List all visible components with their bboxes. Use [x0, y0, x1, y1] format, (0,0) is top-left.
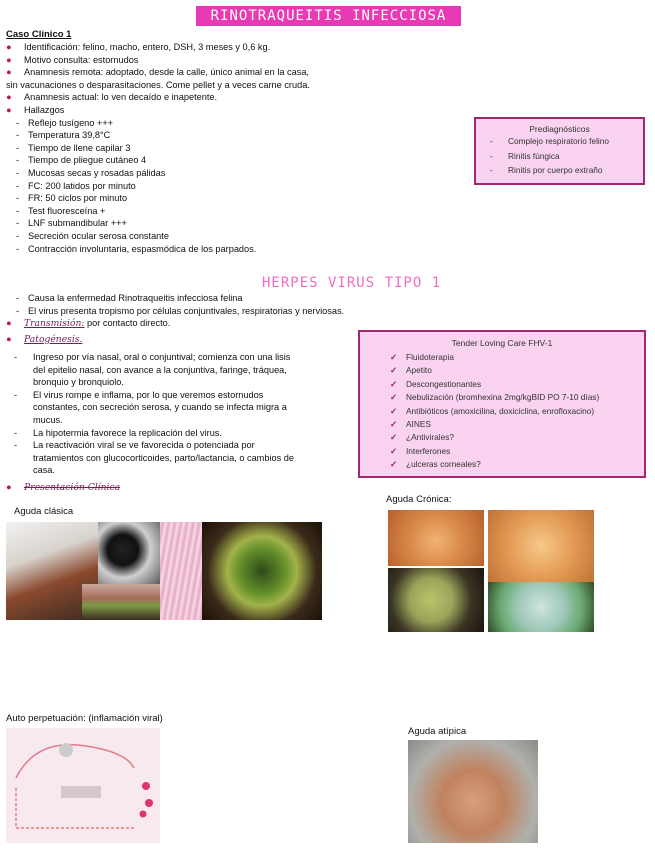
case-item-text: Mucosas secas y rosadas pálidas — [28, 167, 166, 178]
prediagnosticos-box — [474, 117, 645, 185]
chronic-eye-2-photo — [488, 582, 594, 632]
cell-icon — [145, 799, 153, 807]
patogenesis-label: Patogénesis. — [24, 333, 83, 345]
case-list — [6, 41, 310, 255]
case-item — [6, 79, 310, 92]
case-item-text: Anamnesis remota: adoptado, desde la calle, único animal en la casa, — [24, 67, 309, 78]
patogenesis-line — [14, 376, 294, 389]
caption-aguda-clasica: Aguda clásica — [14, 506, 74, 517]
case-item-text: Test fluoresceína + — [28, 205, 106, 216]
case-item — [6, 129, 310, 142]
caption-aguda-cronica: Aguda Crónica: — [386, 494, 452, 505]
bullet-icon: ● — [6, 92, 12, 103]
case-item — [6, 91, 310, 104]
virus-icon — [59, 743, 73, 757]
dash-marker: - — [16, 180, 20, 191]
dash-marker: - — [16, 230, 20, 241]
case-item — [6, 154, 310, 167]
chronic-cat-2-photo — [488, 510, 594, 582]
dash-marker: - — [16, 155, 20, 166]
prediagnostico-text: Rinitis por cuerpo extraño — [508, 165, 603, 175]
check-icon: ✓ — [390, 405, 397, 416]
case-item — [6, 41, 310, 54]
tlc-text: ¿Antivirales? — [406, 432, 454, 443]
patogenesis-line — [14, 464, 294, 477]
dash-marker: - — [16, 218, 20, 229]
patogenesis-list — [14, 351, 294, 477]
dash-marker: - — [490, 136, 493, 146]
tlc-text: Descongestionantes — [406, 378, 482, 389]
dash-marker: - — [490, 165, 493, 175]
tlc-item — [360, 405, 644, 418]
check-icon: ✓ — [390, 459, 397, 470]
patogenesis-line — [14, 389, 294, 402]
tlc-text: AINES — [406, 419, 431, 430]
patogenesis-text: casa. — [33, 465, 55, 476]
atypical-cat-photo — [408, 740, 538, 843]
case-item-text: Secreción ocular serosa constante — [28, 230, 169, 241]
herpes-heading: HERPES VIRUS TIPO 1 — [262, 275, 442, 291]
case-item — [6, 66, 310, 79]
tlc-item — [360, 391, 644, 404]
bullet-icon: ● — [6, 42, 12, 52]
patogenesis-text: del epitelio nasal, con avance a la conjuntiva, faringe, tráquea, — [33, 364, 287, 375]
tlc-text: Nebulización (bromhexina 2mg/kgBID PO 7-10 días) — [406, 392, 600, 403]
patogenesis-text: mucus. — [33, 414, 63, 425]
cell-icon — [140, 811, 147, 818]
patogenesis-line — [14, 364, 294, 377]
patogenesis-line — [14, 351, 294, 364]
tlc-text: Fluidoterapia — [406, 352, 454, 362]
check-icon: ✓ — [390, 445, 397, 456]
prediagnostico-text: Complejo respiratorio felino — [508, 136, 609, 146]
case-heading: Caso Clínico 1 — [6, 29, 72, 40]
case-item — [6, 180, 310, 193]
dendritic-ulcer-photo — [202, 522, 322, 620]
herpes-line: Causa la enfermedad Rinotraqueitis infecciosa felina — [28, 293, 243, 303]
dash-marker: - — [16, 130, 20, 141]
patogenesis-line — [14, 427, 294, 440]
case-item-text: Hallazgos — [24, 104, 65, 115]
prediagnosticos-heading: Prediagnósticos — [529, 124, 590, 134]
patogenesis-text: La reactivación viral se ve favorecida o potenciada por — [33, 440, 255, 451]
check-icon: ✓ — [390, 432, 397, 443]
case-item-text: Contracción involuntaria, espasmódica de los parpados. — [28, 243, 257, 254]
presentacion-label: Presentación Clínica — [24, 482, 121, 493]
patogenesis-text: Ingreso por vía nasal, oral o conjuntival; comienza con una lisis — [33, 352, 291, 362]
kitten-eyes-photo — [98, 522, 160, 584]
case-item-text: Motivo consulta: estornudos — [24, 54, 139, 65]
tlc-heading: Tender Loving Care FHV-1 — [451, 338, 553, 348]
herpes-intro: - Causa la enfermedad Rinotraqueitis infecciosa felina - El virus presenta tropismo por células conjuntivales, respiratorias y nerviosas. ● Transmisión: por contacto directo. ● Patogénesis. — [6, 293, 345, 345]
diagram-block — [61, 786, 101, 798]
case-item-text: Anamnesis actual: lo ven decaído e inapetente. — [24, 92, 218, 103]
bullet-icon: ● — [6, 67, 12, 78]
transmision-text: por contacto directo. — [84, 318, 171, 329]
case-item-text: sin vacunaciones o desparasitaciones. Come pellet y a veces carne cruda. — [6, 79, 310, 90]
check-icon: ✓ — [390, 378, 397, 389]
tlc-item — [360, 418, 644, 431]
tlc-item — [360, 431, 644, 444]
caption-auto-perpetuacion: Auto perpetuación: (inflamación viral) — [6, 713, 163, 724]
dash-marker: - — [16, 243, 20, 254]
dash-marker: - — [16, 193, 20, 204]
patogenesis-text: La hipotermia favorece la replicación del virus. — [33, 427, 222, 438]
case-item-text: Tiempo de pliegue cutáneo 4 — [28, 155, 147, 166]
tlc-item — [360, 378, 644, 391]
cell-icon — [142, 782, 150, 790]
histology-photo — [160, 522, 208, 620]
tlc-text: Apetito — [406, 365, 432, 376]
case-item-text: FC: 200 latidos por minuto — [28, 180, 136, 191]
case-item — [6, 192, 310, 205]
patogenesis-line — [14, 401, 294, 414]
case-item-text: FR: 50 ciclos por minuto — [28, 193, 128, 204]
patogenesis-line — [14, 414, 294, 427]
patogenesis-text: bronquio y bronquiolo. — [33, 377, 124, 388]
dash-marker: - — [14, 352, 18, 362]
tlc-text: Antibióticos (amoxicilina, doxiciclina, enrofloxacino) — [406, 405, 595, 416]
prediagnostico-item — [476, 134, 643, 149]
caption-aguda-atipica: Aguda atípica — [408, 726, 467, 737]
patogenesis-text: constantes, con secreción serosa, y cuando se infecta migra a — [33, 402, 287, 413]
case-item — [6, 54, 310, 67]
dash-marker: - — [14, 427, 18, 438]
check-icon: ✓ — [390, 392, 397, 403]
tlc-text: ¿ulceras corneales? — [406, 459, 481, 470]
case-item-text: LNF submandibular +++ — [28, 218, 127, 229]
patogenesis-line — [14, 452, 294, 465]
case-item — [6, 142, 310, 155]
prediagnostico-text: Rinitis fúngica — [508, 150, 560, 161]
case-item — [6, 117, 310, 130]
case-item — [6, 230, 310, 243]
dash-marker: - — [490, 150, 493, 161]
case-item-text: Tiempo de llene capilar 3 — [28, 142, 131, 153]
dash-marker: - — [16, 167, 20, 178]
case-item — [6, 243, 310, 256]
patogenesis-line — [14, 439, 294, 452]
dash-marker: - — [16, 142, 20, 153]
bullet-icon: ● — [6, 54, 12, 65]
dash-marker: - — [14, 440, 18, 451]
bullet-icon: ● — [6, 104, 12, 115]
case-item — [6, 104, 310, 117]
page-title: RINOTRAQUEITIS INFECCIOSA FELINA — [196, 6, 461, 26]
chronic-cat-1-photo — [388, 510, 484, 566]
dash-marker: - — [16, 117, 20, 128]
prediagnostico-item — [476, 149, 643, 164]
chronic-eye-1-photo — [388, 568, 484, 632]
check-icon: ✓ — [390, 365, 397, 376]
case-item — [6, 205, 310, 218]
case-item-text: Temperatura 39,8°C — [28, 130, 111, 141]
patogenesis-text: El virus rompe e inflama, por lo que veremos estornudos — [33, 389, 264, 400]
tlc-item — [360, 364, 644, 377]
dash-marker: - — [16, 205, 20, 216]
tlc-item — [360, 445, 644, 458]
dash-marker: - — [14, 389, 18, 400]
case-item — [6, 167, 310, 180]
presentacion-row: ● Presentación Clínica — [6, 482, 121, 493]
patogenesis-text: tratamientos con glucocorticoides, parto/lactancia, o cambios de — [33, 452, 294, 463]
case-item — [6, 217, 310, 230]
prediagnostico-item — [476, 163, 643, 178]
tlc-text: Interferones — [406, 445, 451, 456]
herpes-line: El virus presenta tropismo por células conjuntivales, respiratorias y nerviosas. — [28, 305, 345, 316]
tlc-item — [360, 458, 644, 471]
check-icon: ✓ — [390, 352, 397, 362]
inflammation-diagram — [6, 728, 160, 843]
transmision-label: Transmisión: — [24, 318, 85, 330]
tlc-box — [358, 330, 646, 478]
case-item-text: Identificación: felino, macho, entero, DSH, 3 meses y 0,6 kg. — [24, 42, 271, 52]
case-item-text: Reflejo tusígeno +++ — [28, 117, 114, 128]
conjunctivitis-photo — [82, 584, 162, 620]
check-icon: ✓ — [390, 419, 397, 430]
tlc-item — [360, 351, 644, 364]
